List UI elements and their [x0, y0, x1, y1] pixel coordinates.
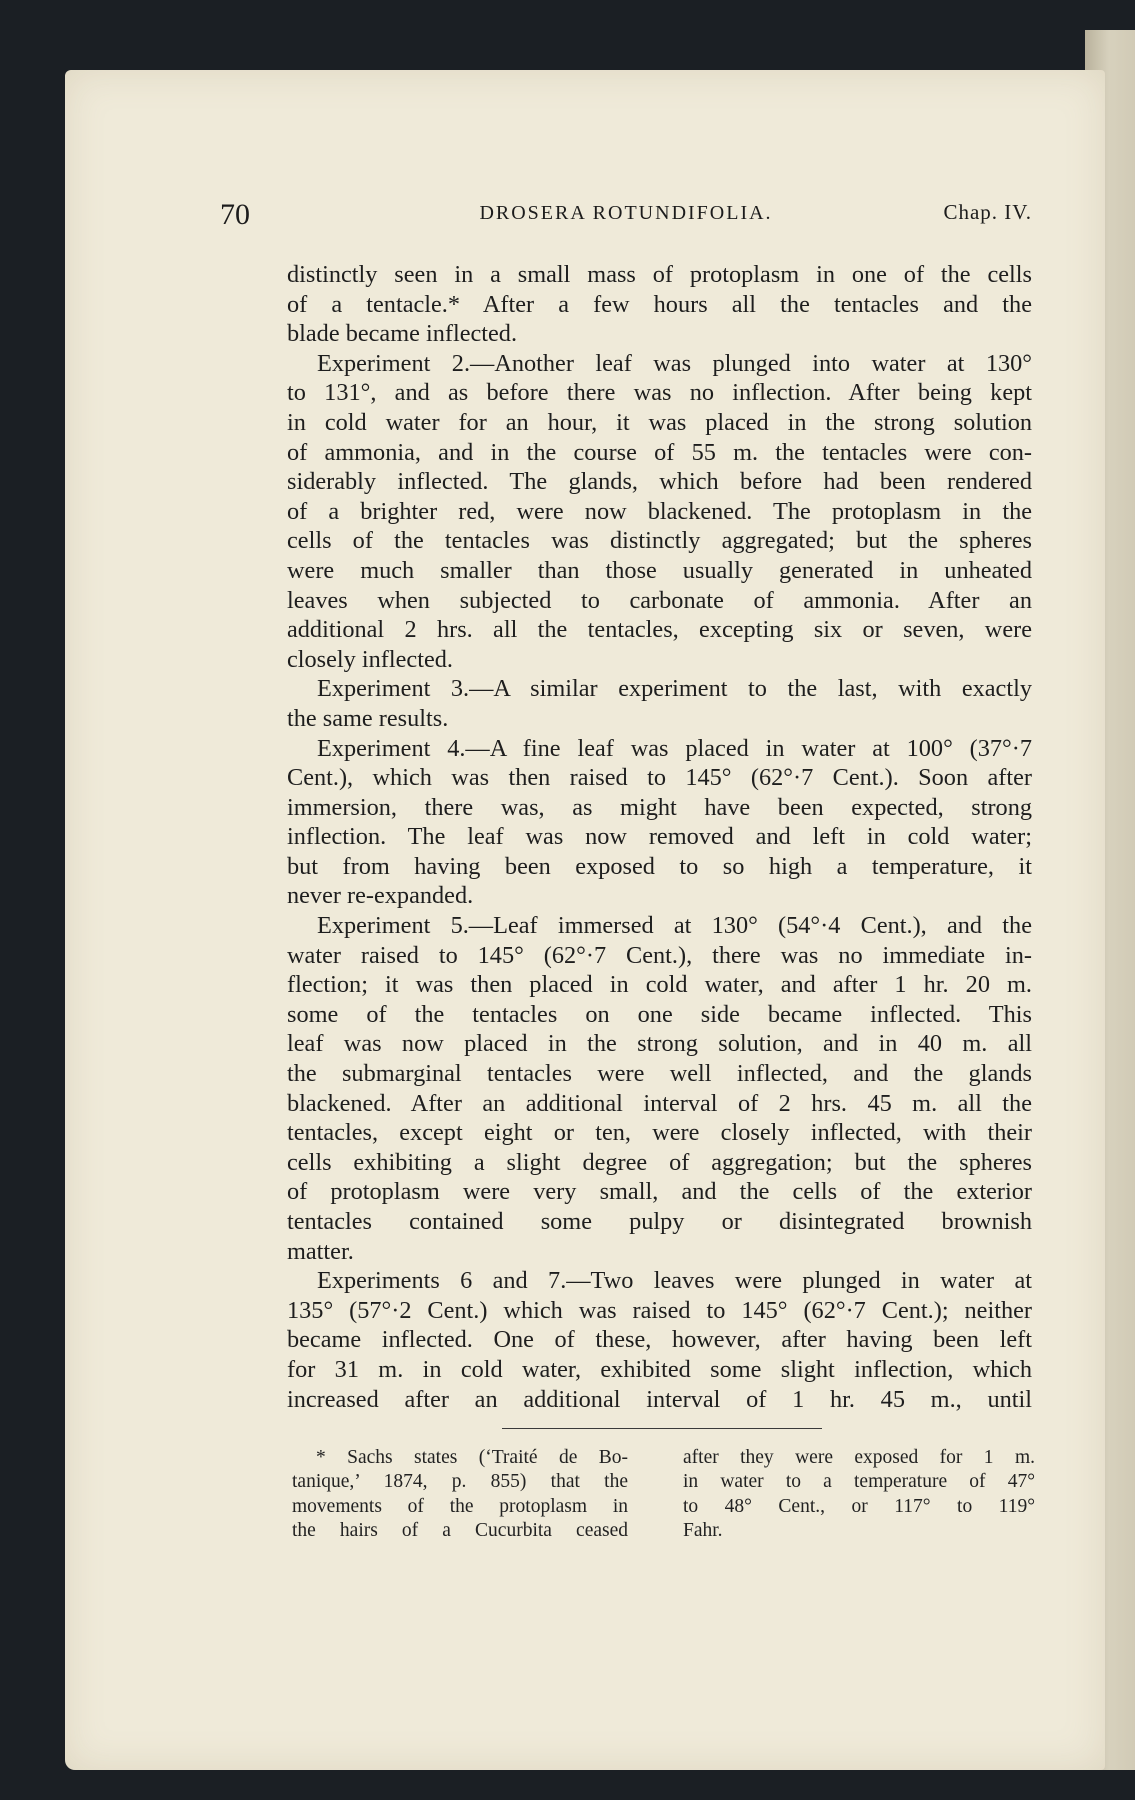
text-line: cells exhibiting a slight degree of aggregation; but the spheres: [287, 1148, 1032, 1176]
text-line: the same results.: [287, 704, 449, 732]
text-line: Experiment 2.—Another leaf was plunged into water at 130°: [317, 349, 1032, 377]
text-line: were much smaller than those usually generated in unheated: [287, 556, 1032, 584]
text-line: for 31 m. in cold water, exhibited some slight inflection, which: [287, 1355, 1032, 1383]
footnote-line: * Sachs states (‘Traité de Bo-: [316, 1447, 628, 1468]
text-line: blackened. After an additional interval of 2 hrs. 45 m. all the: [287, 1089, 1032, 1117]
text-line: matter.: [287, 1237, 354, 1265]
text-line: additional 2 hrs. all the tentacles, excepting six or seven, were: [287, 616, 1032, 644]
text-line: the submarginal tentacles were well inflected, and the glands: [287, 1060, 1032, 1088]
text-line: flection; it was then placed in cold water, and after 1 hr. 20 m.: [287, 971, 1032, 999]
text-line: siderably inflected. The glands, which before had been rendered: [287, 468, 1032, 496]
footnote-line: tanique,’ 1874, p. 855) that the: [292, 1471, 628, 1493]
footnote-line: to 48° Cent., or 117° to 119°: [683, 1495, 1035, 1517]
page-number: 70: [220, 198, 250, 231]
body-text: [287, 260, 1032, 1414]
chapter-label: Chap. IV.: [943, 200, 1032, 224]
text-line: Experiment 3.—A similar experiment to the last, with exactly: [317, 675, 1032, 703]
text-line: to 131°, and as before there was no inflection. After being kept: [287, 379, 1032, 407]
text-line: 135° (57°·2 Cent.) which was raised to 145° (62°·7 Cent.); neither: [287, 1296, 1032, 1324]
text-line: of ammonia, and in the course of 55 m. the tentacles were con-: [287, 438, 1032, 466]
footnote-line: Fahr.: [683, 1519, 723, 1541]
footnote-line: after they were exposed for 1 m.: [683, 1447, 1035, 1468]
text-line: tentacles, except eight or ten, were closely inflected, with their: [287, 1119, 1032, 1147]
text-line: immersion, there was, as might have been expected, strong: [287, 793, 1032, 821]
footnote-line: movements of the protoplasm in: [292, 1495, 628, 1517]
text-line: distinctly seen in a small mass of protoplasm in one of the cells: [287, 261, 1032, 288]
footnote-column-right: [683, 1446, 1035, 1543]
text-line: of a tentacle.* After a few hours all the tentacles and the: [287, 290, 1032, 318]
footnote-line: the hairs of a Cucurbita ceased: [292, 1519, 628, 1541]
text-line: of a brighter red, were now blackened. The protoplasm in the: [287, 497, 1032, 525]
footnote-divider: [502, 1428, 822, 1429]
text-line: Experiments 6 and 7.—Two leaves were plunged in water at: [317, 1267, 1032, 1295]
footnote-column-left: [292, 1446, 628, 1543]
text-line: tentacles contained some pulpy or disintegrated brownish: [287, 1208, 1032, 1235]
text-line: some of the tentacles on one side became inflected. This: [287, 1000, 1032, 1028]
text-line: Experiment 4.—A fine leaf was placed in water at 100° (37°·7: [317, 734, 1032, 762]
text-line: increased after an additional interval of 1 hr. 45 m., until: [287, 1385, 1032, 1413]
text-line: water raised to 145° (62°·7 Cent.), there was no immediate in-: [287, 941, 1032, 969]
text-line: closely inflected.: [287, 645, 453, 673]
text-line: became inflected. One of these, however, after having been left: [287, 1326, 1032, 1354]
text-line: in cold water for an hour, it was placed in the strong solution: [287, 408, 1032, 436]
text-line: but from having been exposed to so high a temperature, it: [287, 852, 1032, 880]
running-title: DROSERA ROTUNDIFOLIA.: [479, 202, 773, 224]
text-line: of protoplasm were very small, and the cells of the exterior: [287, 1178, 1032, 1206]
text-line: blade became inflected.: [287, 320, 518, 348]
text-line: Cent.), which was then raised to 145° (62°·7 Cent.). Soon after: [287, 764, 1032, 792]
text-line: Experiment 5.—Leaf immersed at 130° (54°·4 Cent.), and the: [317, 912, 1032, 940]
text-line: inflection. The leaf was now removed and left in cold water;: [287, 823, 1032, 851]
text-line: leaves when subjected to carbonate of ammonia. After an: [287, 586, 1032, 614]
footnote-line: in water to a temperature of 47°: [683, 1471, 1035, 1493]
page-header: [220, 196, 1032, 236]
text-line: leaf was now placed in the strong solution, and in 40 m. all: [287, 1030, 1032, 1058]
text-line: cells of the tentacles was distinctly aggregated; but the spheres: [287, 527, 1032, 555]
text-line: never re-expanded.: [287, 882, 474, 910]
